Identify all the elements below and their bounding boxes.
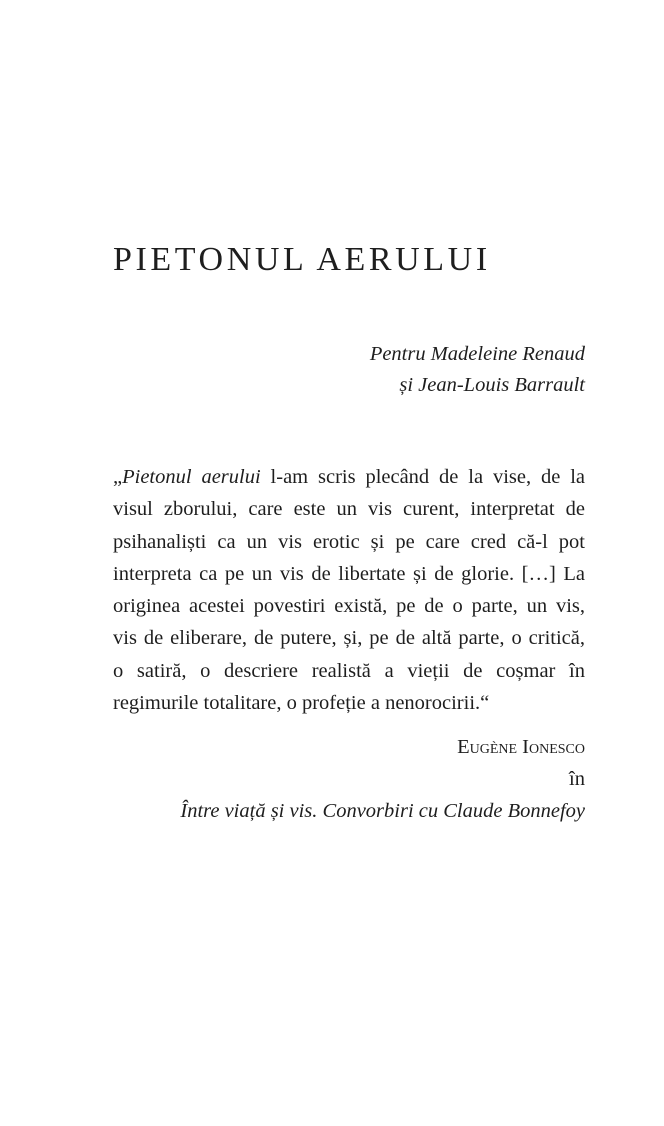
- quote-line-1: [113, 461, 585, 493]
- quote-line-7: o satiră, o descriere realistă a vieții de coșmar în: [113, 659, 585, 682]
- quote-open-mark: „: [113, 466, 123, 488]
- quote-line-3: psihanaliști ca un vis erotic și pe care cred că-l pot: [113, 530, 585, 553]
- dedication-line-1: Pentru Madeleine Renaud: [369, 343, 585, 365]
- dedication: [370, 339, 585, 401]
- quote-line-5: originea acestei povestiri există, pe de o parte, un vis,: [113, 595, 585, 618]
- dedication-line-2: și Jean-Louis Barrault: [399, 374, 585, 396]
- quote-line-2: visul zborului, care este un vis curent, interpretat de: [113, 498, 585, 521]
- epigraph-quote: [113, 461, 585, 719]
- attribution-source: Între viață și vis. Convorbiri cu Claude Bonnefoy: [180, 800, 585, 822]
- attribution-author-line: [180, 731, 585, 795]
- quote-attribution: [180, 731, 585, 827]
- quote-line-1-text: l-am scris plecând de la vise, de la: [260, 466, 585, 488]
- chapter-title: PIETONUL AERULUI: [113, 241, 491, 278]
- quote-line-8: regimurile totalitare, o profeție a nenorocirii.“: [113, 692, 490, 715]
- attribution-connector: în: [569, 768, 585, 790]
- attribution-author: Eugène Ionesco: [457, 736, 585, 758]
- quote-play-title: Pietonul aerului: [122, 466, 261, 488]
- quote-line-6: vis de eliberare, de putere, și, pe de altă parte, o critică,: [113, 627, 585, 650]
- quote-line-4: interpreta ca pe un vis de libertate și de glorie. […] La: [113, 562, 585, 585]
